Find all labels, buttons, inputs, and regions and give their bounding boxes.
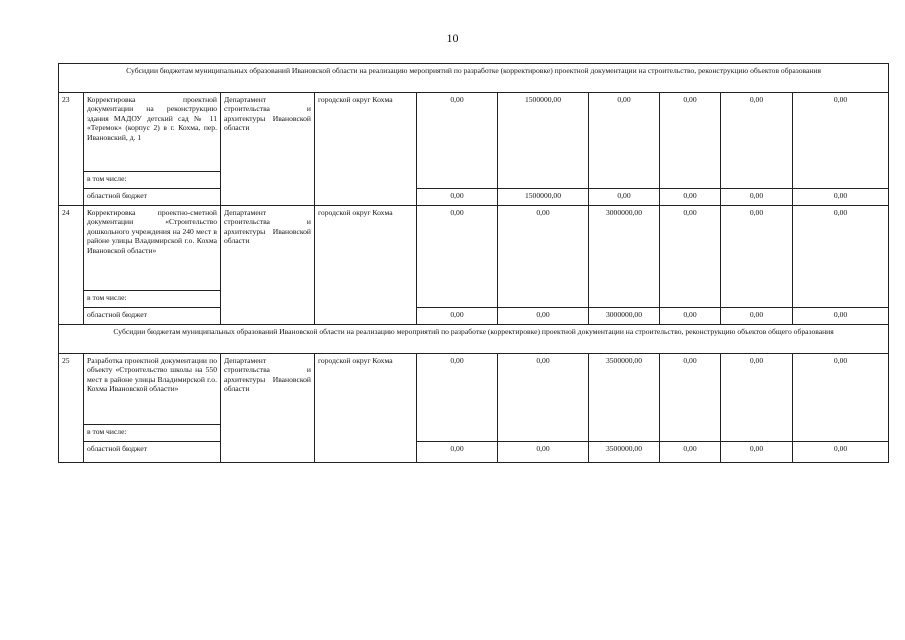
- page-number: 10: [446, 31, 459, 45]
- budget-value-cell: 0,00: [793, 308, 889, 325]
- value-cell: 0,00: [498, 354, 589, 442]
- budget-value-cell: 0,00: [498, 308, 589, 325]
- value-cell: 0,00: [793, 354, 889, 442]
- section-header-row: [59, 64, 889, 93]
- territory: городской округ Кохма: [315, 93, 417, 206]
- executor: Департамент строительства и архитектуры Ивановской области: [221, 93, 315, 206]
- value-cell: 1500000,00: [498, 93, 589, 189]
- section-title: Субсидии бюджетам муниципальных образований Ивановской области на реализацию мероприятий по разработке (корректировке) проектной документации на строительство, реконструкцию объектов образования: [59, 64, 889, 93]
- value-cell: 0,00: [417, 354, 498, 442]
- budget-row: [59, 442, 889, 463]
- budget-value-cell: 0,00: [721, 189, 793, 206]
- row-number: 25: [59, 354, 84, 463]
- row-number: 24: [59, 206, 84, 325]
- table-row: [59, 93, 889, 172]
- value-cell: 0,00: [417, 206, 498, 308]
- budget-value-cell: 3000000,00: [589, 308, 660, 325]
- value-cell: 0,00: [589, 93, 660, 189]
- budget-value-cell: 0,00: [721, 442, 793, 463]
- budget-value-cell: 0,00: [721, 308, 793, 325]
- value-cell: 3500000,00: [589, 354, 660, 442]
- budget-value-cell: 0,00: [793, 189, 889, 206]
- budget-value-cell: 0,00: [660, 442, 721, 463]
- budget-table: [58, 63, 889, 463]
- budget-value-cell: 0,00: [498, 442, 589, 463]
- section-title: Субсидии бюджетам муниципальных образований Ивановской области на реализацию мероприятий по разработке (корректировке) проектной документации на строительство, реконструкцию объектов общего образования: [59, 325, 889, 354]
- budget-label: областной бюджет: [84, 308, 221, 325]
- budget-value-cell: 3500000,00: [589, 442, 660, 463]
- including-label: в том числе:: [84, 425, 221, 442]
- value-cell: 0,00: [793, 93, 889, 189]
- table-row: [59, 206, 889, 291]
- executor: Департамент строительства и архитектуры Ивановской области: [221, 354, 315, 463]
- budget-row: [59, 308, 889, 325]
- project-name: Корректировка проектно-сметной документации «Строительство дошкольного учреждения на 240 мест в районе улицы Владимирской г.о. Кохма Ивановской области»: [84, 206, 221, 291]
- budget-value-cell: 0,00: [417, 442, 498, 463]
- table-row: [59, 354, 889, 425]
- value-cell: 0,00: [721, 206, 793, 308]
- project-name: Корректировка проектной документации на реконструкцию здания МАДОУ детский сад № 11 «Теремок» (корпус 2) в г. Кохма, пер. Ивановский, д. 1: [84, 93, 221, 172]
- value-cell: 0,00: [660, 206, 721, 308]
- budget-value-cell: 0,00: [660, 308, 721, 325]
- budget-value-cell: 1500000,00: [498, 189, 589, 206]
- budget-row: [59, 189, 889, 206]
- budget-value-cell: 0,00: [417, 308, 498, 325]
- including-label: в том числе:: [84, 291, 221, 308]
- budget-value-cell: 0,00: [660, 189, 721, 206]
- project-name: Разработка проектной документации по объекту «Строительство школы на 550 мест в районе улицы Владимирской г.о. Кохма Ивановской области»: [84, 354, 221, 425]
- budget-value-cell: 0,00: [793, 442, 889, 463]
- value-cell: 0,00: [721, 93, 793, 189]
- value-cell: 3000000,00: [589, 206, 660, 308]
- value-cell: 0,00: [793, 206, 889, 308]
- executor: Департамент строительства и архитектуры Ивановской области: [221, 206, 315, 325]
- value-cell: 0,00: [660, 93, 721, 189]
- territory: городской округ Кохма: [315, 354, 417, 463]
- territory: городской округ Кохма: [315, 206, 417, 325]
- value-cell: 0,00: [721, 354, 793, 442]
- section-header-row: [59, 325, 889, 354]
- budget-value-cell: 0,00: [417, 189, 498, 206]
- budget-label: областной бюджет: [84, 189, 221, 206]
- value-cell: 0,00: [417, 93, 498, 189]
- budget-label: областной бюджет: [84, 442, 221, 463]
- budget-value-cell: 0,00: [589, 189, 660, 206]
- value-cell: 0,00: [498, 206, 589, 308]
- row-number: 23: [59, 93, 84, 206]
- value-cell: 0,00: [660, 354, 721, 442]
- including-label: в том числе:: [84, 172, 221, 189]
